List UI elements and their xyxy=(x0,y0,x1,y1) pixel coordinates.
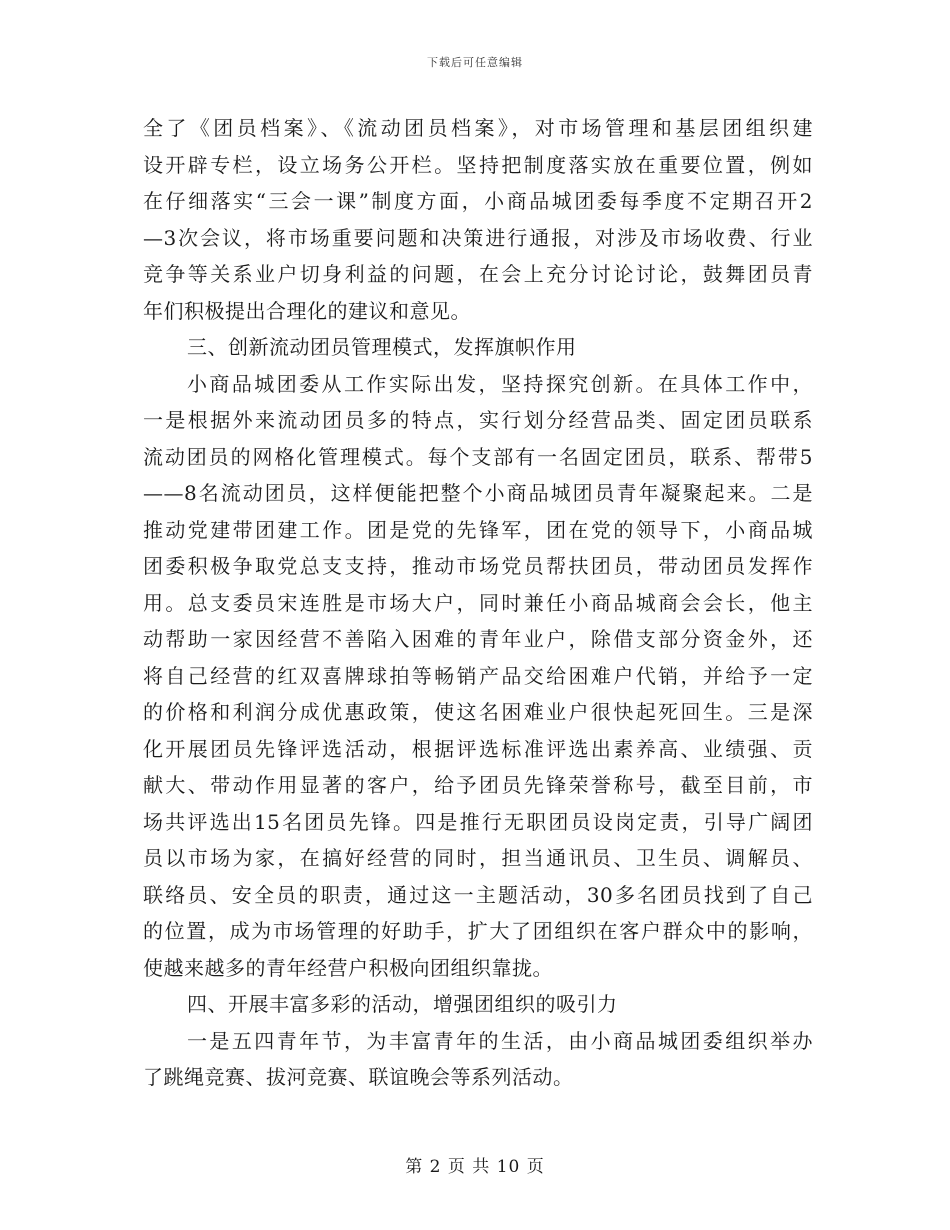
text-line: 全了《团员档案》、《流动团员档案》，对市场管理和基层团组织建 xyxy=(143,116,813,140)
text-line: 一是五四青年节，为丰富青年的生活，由小商品城团委组织举办 xyxy=(187,1028,813,1053)
page-header: 下载后可任意编辑 xyxy=(427,56,523,69)
text-line: 员以市场为家，在搞好经营的同时，担当通讯员、卫生员、调解员、 xyxy=(143,846,813,870)
text-line: 一是根据外来流动团员多的特点，实行划分经营品类、固定团员联系 xyxy=(143,408,813,432)
text-line: 三、创新流动团员管理模式，发挥旗帜作用 xyxy=(187,335,577,359)
text-line: 在仔细落实“三会一课”制度方面，小商品城团委每季度不定期召开2 xyxy=(143,189,813,213)
text-line: 动帮助一家因经营不善陷入困难的青年业户，除借支部分资金外，还 xyxy=(143,627,813,651)
text-line: 将自己经营的红双喜牌球拍等畅销产品交给困难户代销，并给予一定 xyxy=(143,663,813,688)
text-line: —3次会议，将市场重要问题和决策进行通报，对涉及市场收费、行业 xyxy=(143,225,813,250)
text-line: 年们积极提出合理化的建议和意见。 xyxy=(143,298,471,323)
text-line: 化开展团员先锋评选活动，根据评选标准评选出素养高、业绩强、贡 xyxy=(143,736,813,761)
text-line: 竞争等关系业户切身利益的问题，在会上充分讨论讨论，鼓舞团员青 xyxy=(143,262,813,286)
text-line: 四、开展丰富多彩的活动，增强团组织的吸引力 xyxy=(187,992,618,1016)
text-line: 流动团员的网格化管理模式。每个支部有一名固定团员，联系、帮带5 xyxy=(143,444,813,469)
text-line: 使越来越多的青年经营户积极向团组织靠拢。 xyxy=(143,955,553,980)
text-line: 献大、带动作用显著的客户，给予团员先锋荣誉称号，截至目前，市 xyxy=(143,773,813,797)
text-line: 团委积极争取党总支支持，推动市场党员帮扶团员，带动团员发挥作 xyxy=(143,554,813,578)
text-line: 小商品城团委从工作实际出发，坚持探究创新。在具体工作中， xyxy=(187,371,813,396)
text-line: 联络员、安全员的职责，通过这一主题活动，30多名团员找到了自己 xyxy=(143,882,813,907)
text-line: 的位置，成为市场管理的好助手，扩大了团组织在客户群众中的影响， xyxy=(143,919,813,943)
text-line: 场共评选出15名团员先锋。四是推行无职团员设岗定责，引导广阔团 xyxy=(143,809,813,834)
page-number-footer: 第 2 页 共 10 页 xyxy=(405,1157,545,1177)
text-line: 了跳绳竞赛、拔河竞赛、联谊晚会等系列活动。 xyxy=(143,1065,574,1089)
text-line: 推动党建带团建工作。团是党的先锋军，团在党的领导下，小商品城 xyxy=(143,517,813,542)
text-line: 用。总支委员宋连胜是市场大户，同时兼任小商品城商会会长，他主 xyxy=(143,590,813,615)
text-line: ——8名流动团员，这样便能把整个小商品城团员青年凝聚起来。二是 xyxy=(143,481,813,505)
text-line: 设开辟专栏，设立场务公开栏。坚持把制度落实放在重要位置，例如 xyxy=(143,152,813,177)
document-body xyxy=(143,110,813,1096)
text-line: 的价格和利润分成优惠政策，使这名困难业户很快起死回生。三是深 xyxy=(143,700,813,724)
